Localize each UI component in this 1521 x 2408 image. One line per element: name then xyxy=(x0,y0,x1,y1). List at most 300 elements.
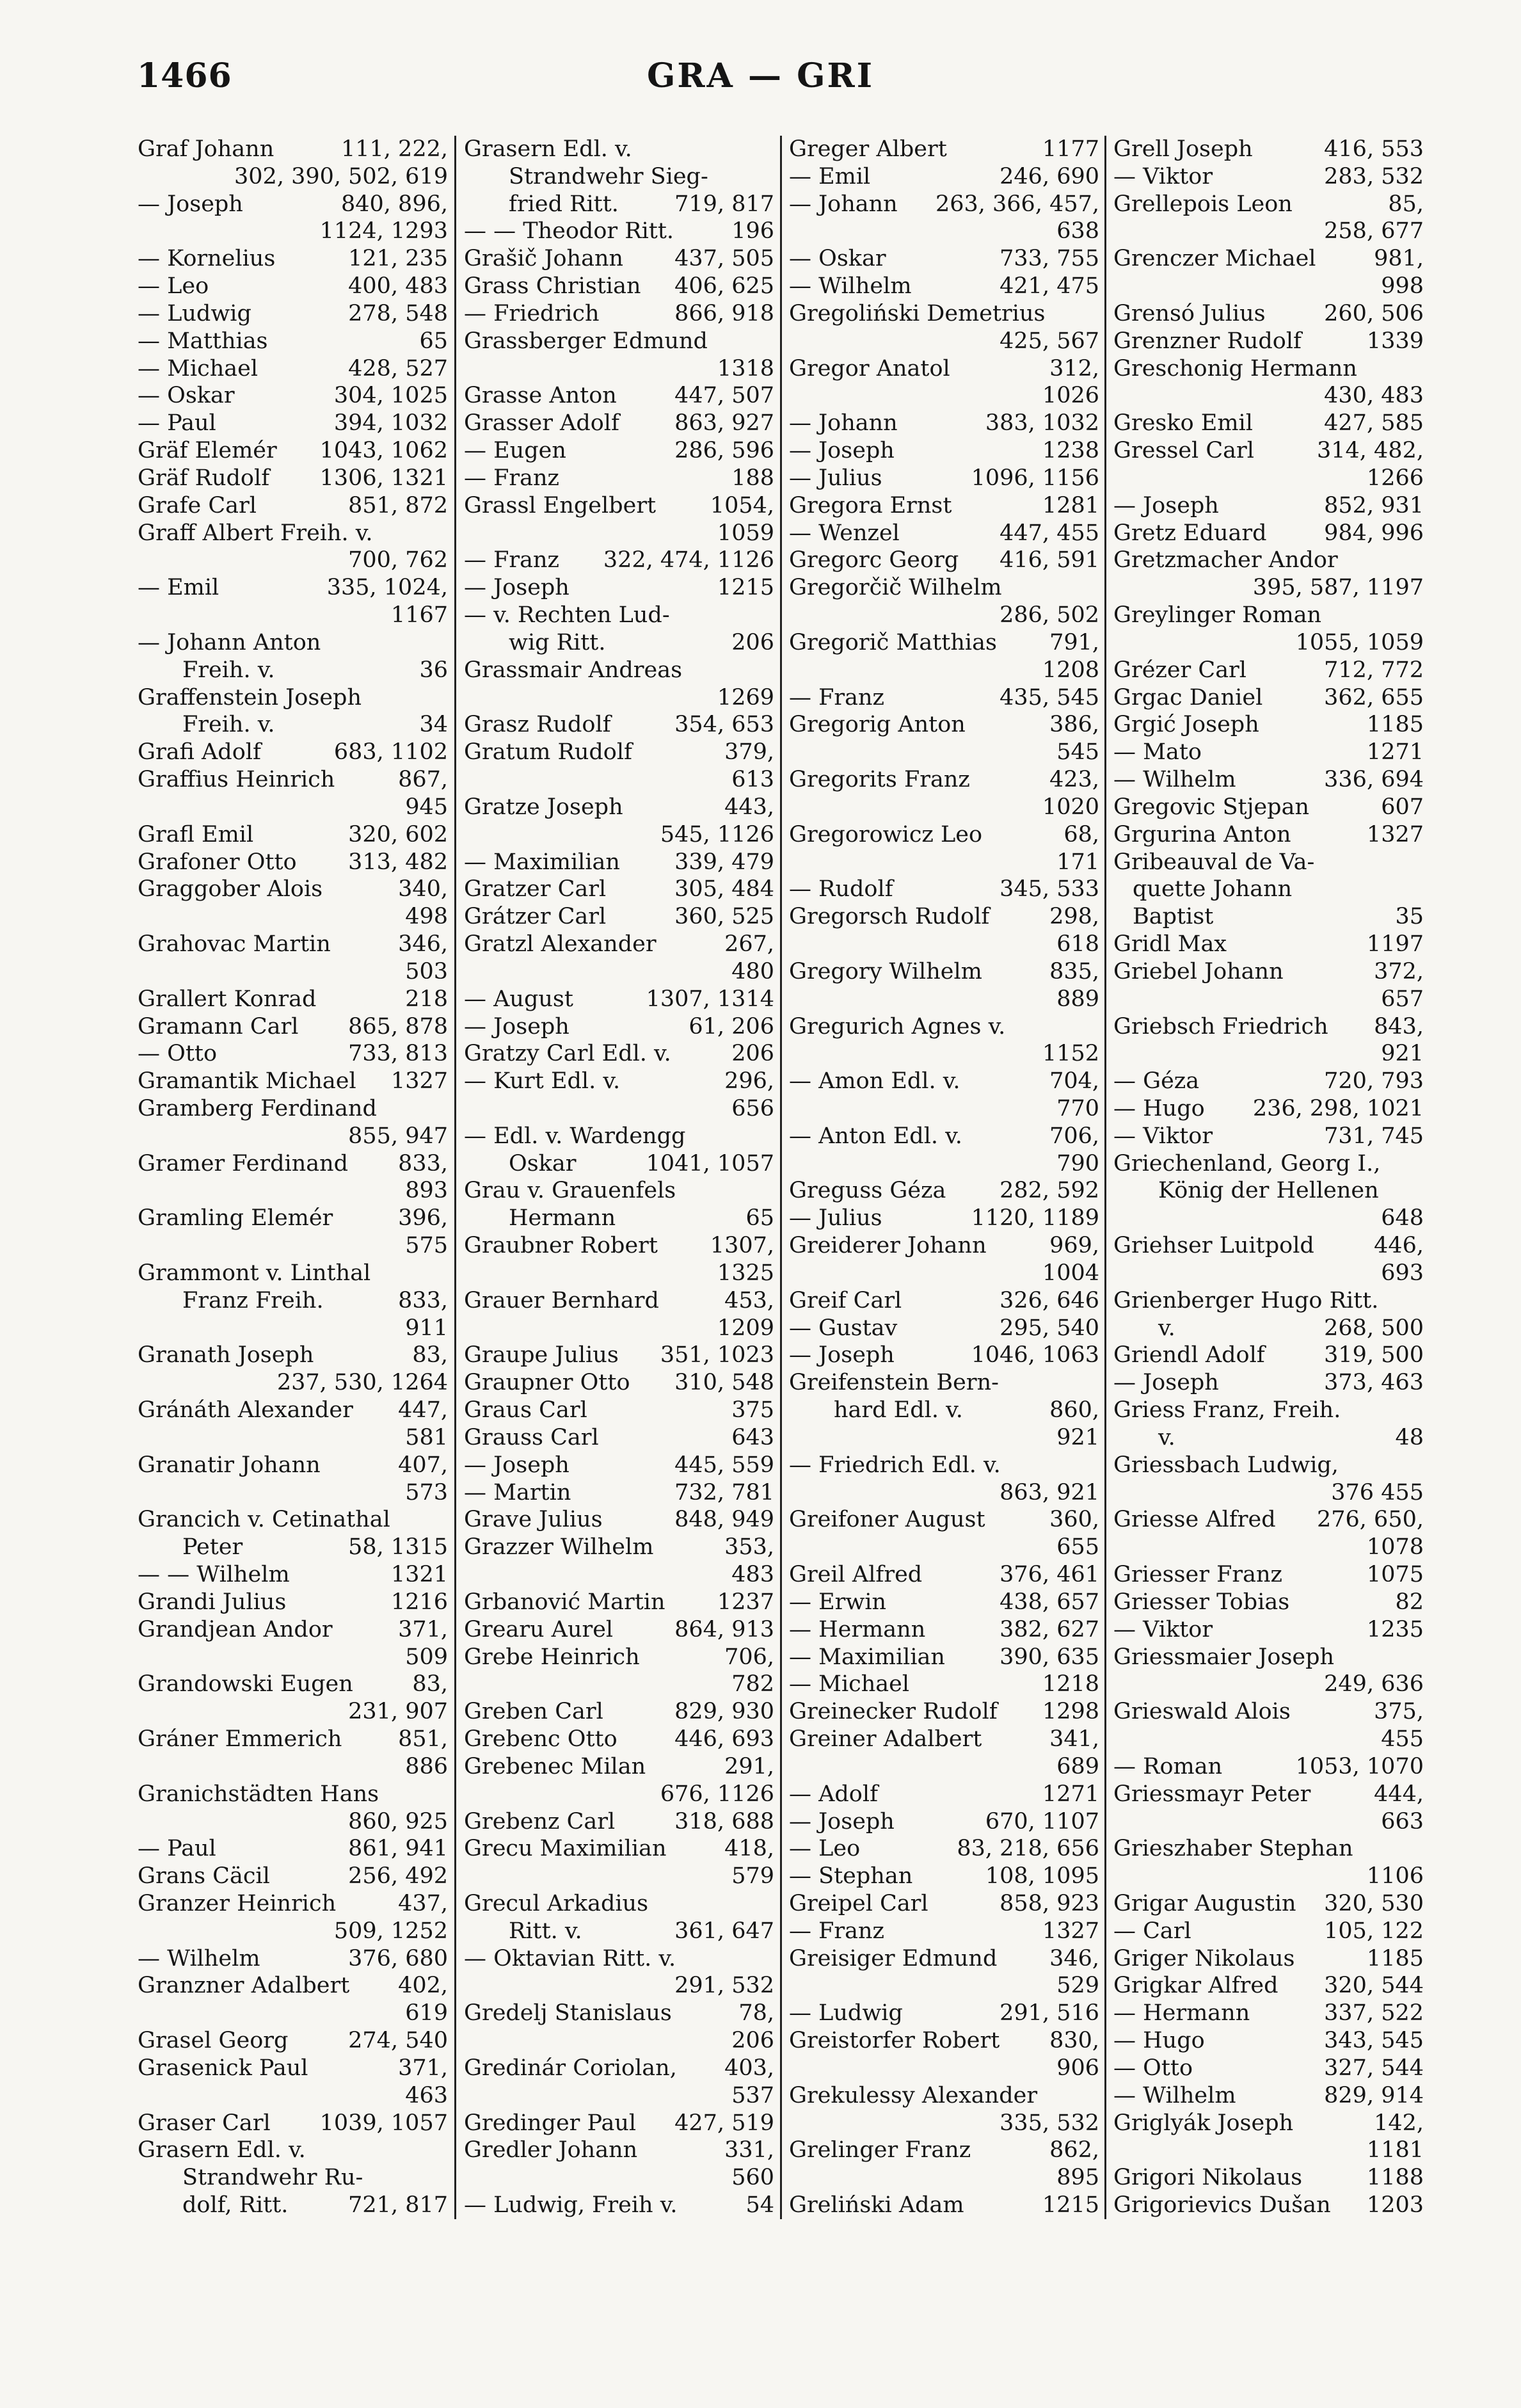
index-line xyxy=(464,849,774,876)
index-line xyxy=(464,821,774,848)
page-refs: 833, xyxy=(398,1287,448,1313)
entry-name: Grasern Edl. v. xyxy=(464,136,632,162)
page-refs: 858, 923 xyxy=(999,1891,1099,1916)
page-refs: 720, 793 xyxy=(1324,1068,1424,1095)
page-refs: 911 xyxy=(405,1315,448,1341)
page-refs: 663 xyxy=(1381,1808,1424,1834)
index-column-3 xyxy=(789,136,1099,2219)
index-line xyxy=(464,218,774,245)
page-refs: 1124, 1293 xyxy=(319,218,448,245)
index-line xyxy=(1113,465,1424,492)
page-refs: 268, 500 xyxy=(1324,1315,1424,1341)
index-line xyxy=(1113,1424,1424,1451)
entry-name: Gresko Emil xyxy=(1113,410,1253,437)
index-line xyxy=(789,1616,1099,1643)
index-line xyxy=(138,328,448,355)
index-line xyxy=(464,355,774,382)
page-refs: 719, 817 xyxy=(674,191,774,217)
index-line xyxy=(789,1644,1099,1671)
page-refs: 721, 817 xyxy=(348,2192,448,2219)
page-refs: 855, 947 xyxy=(348,1123,448,1149)
entry-name: Grgac Daniel xyxy=(1113,684,1263,710)
page-refs: 105, 122 xyxy=(1324,1918,1424,1944)
index-line xyxy=(1113,876,1424,903)
index-line xyxy=(138,849,448,876)
page-refs: 906 xyxy=(1056,2055,1099,2081)
page-refs: 278, 548 xyxy=(348,300,448,326)
index-line xyxy=(789,711,1099,738)
page-refs: 560 xyxy=(731,2165,774,2191)
page-refs: 335, 532 xyxy=(999,2110,1099,2136)
page-refs: 1020 xyxy=(1042,794,1099,820)
entry-name: — Stephan xyxy=(789,1863,913,1890)
index-line xyxy=(464,163,774,190)
index-line xyxy=(138,520,448,547)
index-line xyxy=(1113,1040,1424,1067)
entry-name: Greiderer Johann xyxy=(789,1233,987,1259)
entry-name: — Paul xyxy=(138,410,216,437)
entry-name: Grgurina Anton xyxy=(1113,821,1291,847)
entry-name: Grigori Nikolaus xyxy=(1113,2165,1303,2191)
entry-name: Gredinger Paul xyxy=(464,2110,637,2136)
entry-name: — Paul xyxy=(138,1836,216,1862)
index-line xyxy=(138,574,448,601)
entry-name: — Kurt Edl. v. xyxy=(464,1068,621,1095)
entry-name: Grelinger Franz xyxy=(789,2137,971,2163)
index-line xyxy=(138,1506,448,1533)
entry-name: hard Edl. v. xyxy=(834,1397,963,1424)
index-line xyxy=(138,1040,448,1067)
index-line xyxy=(464,1972,774,1999)
index-line xyxy=(1113,437,1424,464)
index-line xyxy=(138,2082,448,2109)
entry-name: — Viktor xyxy=(1113,163,1213,189)
index-line xyxy=(138,1918,448,1945)
index-line xyxy=(789,602,1099,629)
index-line xyxy=(138,547,448,574)
entry-name: — Kornelius xyxy=(138,246,276,272)
index-line xyxy=(138,1205,448,1232)
page-refs: 638 xyxy=(1056,218,1099,245)
index-line xyxy=(1113,684,1424,711)
index-line xyxy=(1113,218,1424,245)
entry-name: — Johann xyxy=(789,191,898,217)
page-refs: 921 xyxy=(1056,1424,1099,1450)
index-line xyxy=(789,2055,1099,2082)
index-line xyxy=(789,739,1099,766)
index-line xyxy=(789,766,1099,793)
page-refs: 1004 xyxy=(1042,1260,1099,1286)
index-line xyxy=(464,2110,774,2137)
page-refs: 371, xyxy=(398,1616,448,1642)
entry-name: Gridl Max xyxy=(1113,931,1227,958)
index-line xyxy=(138,355,448,382)
page-refs: 351, 1023 xyxy=(660,1342,774,1369)
index-line xyxy=(138,1232,448,1259)
index-line xyxy=(789,2192,1099,2219)
index-line xyxy=(1113,1589,1424,1616)
page-refs: 1167 xyxy=(390,602,448,629)
index-line xyxy=(789,1835,1099,1862)
entry-name: — Johann Anton xyxy=(138,629,321,655)
index-line xyxy=(138,1177,448,1204)
page-refs: 274, 540 xyxy=(348,2028,448,2054)
index-line xyxy=(464,191,774,218)
index-line xyxy=(1113,931,1424,958)
entry-name: — Franz xyxy=(789,1918,884,1944)
page-refs: 862, xyxy=(1049,2137,1099,2163)
page-refs: 1197 xyxy=(1366,931,1424,958)
index-line xyxy=(464,1013,774,1040)
page-refs: 263, 366, 457, xyxy=(935,191,1099,217)
entry-name: — Michael xyxy=(138,355,259,381)
page-refs: 206 xyxy=(731,2028,774,2054)
page-refs: 446, 693 xyxy=(674,1726,774,1753)
entry-name: Gregovic Stjepan xyxy=(1113,794,1309,820)
page-refs: 298, xyxy=(1049,904,1099,930)
page-heading-range: GRA — GRI xyxy=(646,56,875,95)
entry-name: — Hermann xyxy=(789,1616,926,1642)
index-line xyxy=(789,958,1099,985)
index-line xyxy=(1113,1150,1424,1177)
entry-name: Granatir Johann xyxy=(138,1452,321,1478)
index-line xyxy=(1113,1918,1424,1945)
entry-name: Grandjean Andor xyxy=(138,1616,333,1642)
index-line xyxy=(464,1534,774,1561)
index-line xyxy=(464,684,774,711)
index-line xyxy=(464,273,774,300)
index-line xyxy=(464,1698,774,1725)
page-refs: 1043, 1062 xyxy=(319,438,448,464)
entry-name: Griebel Johann xyxy=(1113,958,1284,984)
page-refs: 860, xyxy=(1049,1397,1099,1424)
entry-name: Griendl Adolf xyxy=(1113,1342,1265,1369)
index-line xyxy=(138,2027,448,2054)
entry-name: — Franz xyxy=(464,547,559,574)
index-line xyxy=(138,1561,448,1588)
page-refs: 111, 222, xyxy=(341,136,448,162)
index-line xyxy=(138,958,448,985)
page-refs: 867, xyxy=(398,767,448,793)
index-line xyxy=(464,492,774,519)
entry-name: Grell Joseph xyxy=(1113,136,1253,162)
index-line xyxy=(789,1452,1099,1479)
index-line xyxy=(138,1068,448,1095)
index-line xyxy=(138,903,448,930)
index-line xyxy=(789,1424,1099,1451)
page-refs: 418, xyxy=(724,1836,774,1862)
entry-name: Grézer Carl xyxy=(1113,657,1246,683)
entry-name: — Joseph xyxy=(789,1342,895,1369)
index-line xyxy=(138,1698,448,1725)
entry-name: — Rudolf xyxy=(789,876,893,903)
index-line xyxy=(138,2110,448,2137)
index-line xyxy=(138,1342,448,1369)
page-refs: 1055, 1059 xyxy=(1295,629,1424,655)
entry-name: Grassl Engelbert xyxy=(464,492,657,518)
entry-name: Gregor Anatol xyxy=(789,355,950,381)
entry-name: Grearu Aurel xyxy=(464,1616,614,1642)
page-refs: 445, 559 xyxy=(674,1452,774,1478)
index-line xyxy=(138,739,448,766)
page-refs: 373, 463 xyxy=(1324,1370,1424,1396)
index-line xyxy=(1113,1013,1424,1040)
page-refs: 1321 xyxy=(390,1562,448,1588)
page-refs: 1325 xyxy=(717,1260,774,1286)
page-refs: 969, xyxy=(1049,1233,1099,1259)
page-refs: 258, 677 xyxy=(1324,218,1424,245)
entry-name: wig Ritt. xyxy=(509,629,606,655)
index-line xyxy=(464,1260,774,1287)
page-refs: 354, 653 xyxy=(674,712,774,738)
index-line xyxy=(1113,2164,1424,2191)
index-line xyxy=(789,684,1099,711)
entry-name: Granichstädten Hans xyxy=(138,1781,379,1807)
entry-name: Gregorčič Wilhelm xyxy=(789,575,1002,601)
entry-name: Gressel Carl xyxy=(1113,438,1254,464)
index-line xyxy=(138,1726,448,1753)
entry-name: — Wilhelm xyxy=(138,1945,260,1971)
entry-name: Gredinár Coriolan, xyxy=(464,2055,677,2081)
entry-name: Graffenstein Joseph xyxy=(138,684,362,710)
page-refs: 731, 745 xyxy=(1324,1123,1424,1149)
index-line xyxy=(1113,1698,1424,1725)
page-refs: 231, 907 xyxy=(348,1699,448,1725)
entry-name: Greschonig Hermann xyxy=(1113,355,1357,381)
page-refs: 851, xyxy=(398,1726,448,1753)
index-line xyxy=(464,1589,774,1616)
page-refs: 427, 519 xyxy=(674,2110,774,2136)
page-refs: 267, xyxy=(724,931,774,958)
page-refs: 545, 1126 xyxy=(660,821,774,847)
page-refs: 503 xyxy=(405,958,448,984)
page-refs: 848, 949 xyxy=(674,1507,774,1533)
page-refs: 444, xyxy=(1374,1781,1424,1807)
page-refs: 406, 625 xyxy=(674,273,774,300)
page-refs: 1054, xyxy=(710,492,774,518)
entry-name: Griessbach Ludwig, xyxy=(1113,1452,1339,1478)
page-refs: 840, 896, xyxy=(341,191,448,217)
index-line xyxy=(464,1506,774,1533)
entry-name: Gregorič Matthias xyxy=(789,629,997,655)
page-refs: 337, 522 xyxy=(1324,2000,1424,2027)
index-line xyxy=(138,1890,448,1917)
page-refs: 689 xyxy=(1056,1753,1099,1779)
entry-name: Strandwehr Ru- xyxy=(182,2165,363,2191)
page-refs: 545 xyxy=(1056,739,1099,766)
index-line xyxy=(789,1781,1099,1808)
index-line xyxy=(1113,2055,1424,2082)
index-line xyxy=(789,1808,1099,1835)
entry-name: — Leo xyxy=(789,1836,861,1862)
index-line xyxy=(1113,273,1424,300)
index-line xyxy=(138,465,448,492)
entry-name: Grasser Adolf xyxy=(464,410,619,437)
page-refs: 375 xyxy=(731,1397,774,1424)
index-line xyxy=(138,2000,448,2027)
entry-name: Oskar xyxy=(509,1150,577,1176)
index-line xyxy=(138,218,448,245)
index-line xyxy=(1113,657,1424,684)
index-line xyxy=(789,1726,1099,1753)
page-refs: 353, xyxy=(724,1534,774,1561)
index-line xyxy=(464,1397,774,1424)
page-refs: 246, 690 xyxy=(999,163,1099,189)
entry-name: — Joseph xyxy=(1113,492,1219,518)
index-line xyxy=(789,1150,1099,1177)
index-line xyxy=(789,1397,1099,1424)
entry-name: Graubner Robert xyxy=(464,1233,658,1259)
index-line xyxy=(789,2164,1099,2191)
index-line xyxy=(1113,574,1424,601)
entry-name: — Roman xyxy=(1113,1753,1223,1779)
index-line xyxy=(789,1534,1099,1561)
entry-name: Gramling Elemér xyxy=(138,1205,333,1232)
entry-name: — Ludwig xyxy=(789,2000,903,2027)
entry-name: — Erwin xyxy=(789,1589,887,1615)
page-refs: 613 xyxy=(731,767,774,793)
index-line xyxy=(1113,1287,1424,1314)
entry-name: Grebenz Carl xyxy=(464,1808,616,1834)
page-refs: 984, 996 xyxy=(1324,520,1424,546)
index-line xyxy=(138,300,448,327)
page-refs: 861, 941 xyxy=(348,1836,448,1862)
entry-name: — Gustav xyxy=(789,1315,898,1341)
index-line xyxy=(1113,191,1424,218)
index-line xyxy=(1113,1452,1424,1479)
page-refs: 83, 218, 656 xyxy=(957,1836,1099,1862)
index-line xyxy=(464,1890,774,1917)
entry-name: Greipel Carl xyxy=(789,1891,928,1916)
entry-name: Grigar Augustin xyxy=(1113,1891,1296,1916)
entry-name: — Martin xyxy=(464,1479,571,1505)
entry-name: Grebenec Milan xyxy=(464,1753,646,1779)
page-refs: 438, 657 xyxy=(999,1589,1099,1615)
page-refs: 346, xyxy=(398,931,448,958)
page-refs: 58, 1315 xyxy=(348,1534,448,1561)
page-refs: 843, xyxy=(1374,1013,1424,1039)
index-line xyxy=(789,931,1099,958)
page-refs: 670, 1107 xyxy=(985,1808,1099,1834)
entry-name: Grafl Emil xyxy=(138,821,254,847)
index-line xyxy=(138,2192,448,2219)
index-line xyxy=(789,465,1099,492)
index-line xyxy=(789,2082,1099,2109)
page-refs: 339, 479 xyxy=(674,849,774,875)
entry-name: quette Johann xyxy=(1133,876,1293,903)
entry-name: Grasse Anton xyxy=(464,383,617,409)
page-refs: 1271 xyxy=(1366,739,1424,766)
index-line xyxy=(1113,794,1424,821)
page-refs: 447, xyxy=(398,1397,448,1424)
index-line xyxy=(789,245,1099,272)
page-refs: 320, 544 xyxy=(1324,1973,1424,1999)
page-refs: 864, 913 xyxy=(674,1616,774,1642)
entry-name: Grafoner Otto xyxy=(138,849,297,875)
entry-name: Gratze Joseph xyxy=(464,794,623,820)
entry-name: Freih. v. xyxy=(182,657,275,683)
index-line xyxy=(1113,711,1424,738)
page-refs: 1096, 1156 xyxy=(971,465,1099,491)
index-line xyxy=(789,1260,1099,1287)
entry-name: Greifenstein Bern- xyxy=(789,1370,999,1396)
page-refs: 945 xyxy=(405,794,448,820)
index-line xyxy=(789,1123,1099,1150)
page-refs: 998 xyxy=(1381,273,1424,300)
page-refs: 1185 xyxy=(1366,712,1424,738)
index-line xyxy=(789,410,1099,437)
index-line xyxy=(1113,520,1424,547)
index-line xyxy=(464,1177,774,1204)
entry-name: — Joseph xyxy=(464,1452,569,1478)
entry-name: Greinecker Rudolf xyxy=(789,1699,998,1725)
entry-name: Griger Nikolaus xyxy=(1113,1945,1295,1971)
entry-name: Grecu Maximilian xyxy=(464,1836,667,1862)
page-refs: 1120, 1189 xyxy=(971,1205,1099,1232)
index-line xyxy=(789,355,1099,382)
index-line xyxy=(789,2110,1099,2137)
index-line xyxy=(464,2055,774,2082)
page-number: 1466 xyxy=(137,56,232,95)
entry-name: Griehser Luitpold xyxy=(1113,1233,1314,1259)
index-line xyxy=(1113,1315,1424,1342)
entry-name: Grellepois Leon xyxy=(1113,191,1293,217)
page-refs: 480 xyxy=(731,958,774,984)
page-refs: 376, 680 xyxy=(348,1945,448,1971)
entry-name: Griesse Alfred xyxy=(1113,1507,1276,1533)
index-line xyxy=(138,1972,448,1999)
index-line xyxy=(138,1945,448,1972)
entry-name: — Wilhelm xyxy=(789,273,912,300)
index-line xyxy=(789,1945,1099,1972)
index-line xyxy=(464,1452,774,1479)
entry-name: — Maximilian xyxy=(464,849,620,875)
page-refs: 1307, 1314 xyxy=(646,986,774,1012)
entry-name: Gramer Ferdinand xyxy=(138,1150,349,1176)
entry-name: — Franz xyxy=(789,684,884,710)
page-refs: 581 xyxy=(405,1424,448,1450)
entry-name: Griessmaier Joseph xyxy=(1113,1644,1335,1670)
index-line xyxy=(464,986,774,1013)
entry-name: Grallert Konrad xyxy=(138,986,317,1012)
entry-name: Greil Alfred xyxy=(789,1562,923,1588)
entry-name: — Mato xyxy=(1113,739,1202,766)
page-refs: 1185 xyxy=(1366,1945,1424,1971)
index-line xyxy=(464,2027,774,2054)
page-refs: 791, xyxy=(1049,629,1099,655)
entry-name: — August xyxy=(464,986,573,1012)
entry-name: — Michael xyxy=(789,1671,910,1698)
entry-name: Gretzmacher Andor xyxy=(1113,547,1338,574)
index-line xyxy=(138,1863,448,1890)
entry-name: Grecul Arkadius xyxy=(464,1891,649,1916)
entry-name: — — Wilhelm xyxy=(138,1562,290,1588)
entry-name: Peter xyxy=(182,1534,243,1561)
entry-name: Gretz Eduard xyxy=(1113,520,1267,546)
index-line xyxy=(138,492,448,519)
page-refs: 1177 xyxy=(1042,136,1099,162)
index-line xyxy=(464,1479,774,1506)
index-line xyxy=(789,191,1099,218)
entry-name: Gredler Johann xyxy=(464,2137,638,2163)
page-refs: 318, 688 xyxy=(674,1808,774,1834)
page-refs: 437, xyxy=(398,1891,448,1916)
entry-name: Gregora Ernst xyxy=(789,492,952,518)
index-line xyxy=(138,1123,448,1150)
page-refs: 447, 507 xyxy=(674,383,774,409)
entry-name: — Hugo xyxy=(1113,1095,1205,1121)
page-refs: 320, 602 xyxy=(348,821,448,847)
